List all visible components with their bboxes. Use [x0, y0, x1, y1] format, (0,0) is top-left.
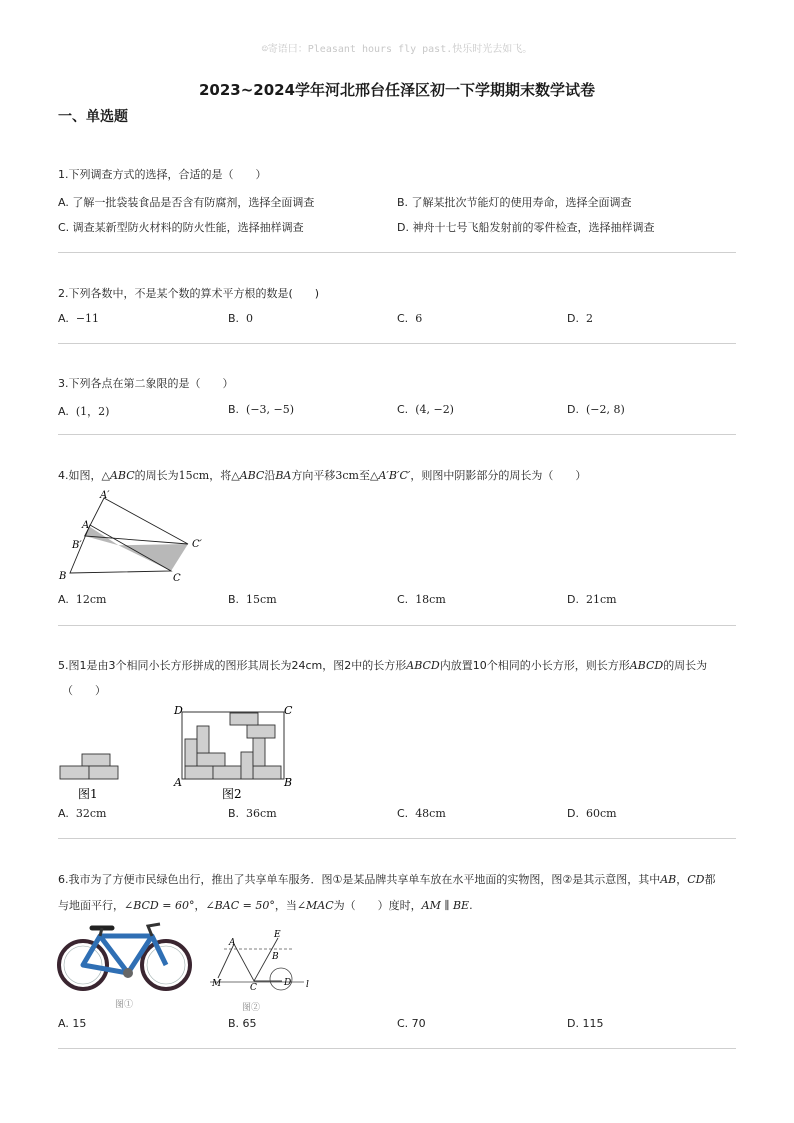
question-4-option-b[interactable] — [228, 593, 277, 606]
question-6-option-d[interactable]: D. 115 — [567, 1017, 604, 1030]
question-5-option-c[interactable] — [397, 807, 446, 820]
label-d: D — [174, 704, 183, 717]
question-5-figure — [56, 700, 306, 806]
divider — [58, 625, 736, 626]
option-value: −11 — [75, 312, 100, 325]
option-value: 32cm — [75, 807, 107, 820]
option-letter: B. — [228, 312, 240, 325]
option-value: (4, −2) — [415, 403, 454, 416]
label-a: A — [229, 938, 236, 948]
question-6-option-a[interactable]: A. 15 — [58, 1017, 87, 1030]
figure-1-caption: 图① — [115, 1000, 134, 1010]
bicycle-photo — [56, 918, 196, 1013]
question-3-stem: 3.下列各点在第二象限的是（ ） — [58, 377, 234, 390]
option-letter: A. — [58, 807, 69, 820]
question-2-option-d[interactable] — [567, 312, 593, 325]
question-1-option-a[interactable]: A. 了解一批袋装食品是否含有防腐剂，选择全面调查 — [58, 196, 315, 209]
option-value: (1，2) — [75, 405, 110, 418]
label-l: l — [306, 980, 309, 990]
question-5-stem-line2: （ ） — [62, 684, 106, 697]
option-letter: C. — [397, 403, 409, 416]
header-motto: ☺寄语曰：Pleasant hours fly past.快乐时光去如飞。 — [261, 44, 533, 55]
label-b: B — [284, 776, 293, 789]
option-value: (−3, −5) — [246, 403, 295, 416]
figure-2-caption: 图② — [242, 1003, 261, 1013]
question-6-stem-line2: 与地面平行，∠BCD = 60°，∠BAC = 50°，当∠MAC为（ ）度时，AM ∥ BE. — [58, 899, 473, 912]
option-letter: B. — [228, 593, 240, 606]
label-m: M — [212, 979, 222, 989]
question-4-option-d[interactable] — [567, 593, 617, 606]
question-2-option-b[interactable] — [228, 312, 253, 325]
option-letter: D. — [567, 807, 579, 820]
triangle-a-prime-b-prime-c-prime — [85, 498, 188, 544]
shaded-region-right — [118, 544, 188, 571]
question-5-option-a[interactable] — [58, 807, 106, 820]
option-value: 6 — [415, 312, 423, 325]
label-c: C — [173, 573, 181, 584]
option-letter: A. — [58, 405, 69, 418]
question-4-stem: 4.如图，△ABC的周长为15cm，将△ABC沿BA方向平移3cm至△A′B′C′，则图中阴影部分的周长为（ ） — [58, 469, 587, 482]
divider — [58, 838, 736, 839]
question-2-stem: 2.下列各数中，不是某个数的算术平方根的数是( ) — [58, 287, 320, 300]
option-letter: B. — [228, 403, 240, 416]
option-value: (−2, 8) — [585, 403, 625, 416]
divider — [58, 1048, 736, 1049]
frame-lines — [218, 938, 278, 981]
question-3-option-d[interactable] — [567, 403, 625, 416]
option-value: 12cm — [75, 593, 107, 606]
shaded-region-left — [85, 526, 119, 545]
question-6-option-b[interactable]: B. 65 — [228, 1017, 257, 1030]
figure-2-caption: 图2 — [222, 787, 242, 801]
option-value: 18cm — [415, 593, 446, 606]
question-1-option-d[interactable]: D. 神舟十七号飞船发射前的零件检查，选择抽样调查 — [397, 221, 655, 234]
option-letter: C. — [397, 807, 409, 820]
option-letter: A. — [58, 312, 69, 325]
label-e: E — [274, 930, 281, 940]
handlebar — [148, 924, 160, 936]
page-title: 2023~2024学年河北邢台任泽区初一下学期期末数学试卷 — [198, 81, 596, 99]
label-b: B — [272, 952, 279, 962]
figure-1-caption: 图1 — [78, 787, 98, 801]
option-value: 2 — [585, 312, 593, 325]
section-title: 一、单选题 — [58, 109, 128, 125]
label-b: B — [59, 571, 67, 582]
label-d: D — [284, 978, 292, 988]
question-5-option-d[interactable] — [567, 807, 617, 820]
divider — [58, 434, 736, 435]
divider — [58, 343, 736, 344]
option-letter: C. — [397, 312, 409, 325]
label-b-prime: B′ — [72, 540, 82, 551]
option-letter: C. — [397, 593, 409, 606]
label-c-prime: C′ — [192, 539, 202, 550]
question-4-option-c[interactable] — [397, 593, 446, 606]
question-3-option-a[interactable] — [58, 403, 109, 419]
question-1-option-b[interactable]: B. 了解某批次节能灯的使用寿命，选择全面调查 — [397, 196, 632, 209]
question-1-stem: 1.下列调查方式的选择，合适的是（ ） — [58, 168, 267, 181]
question-2-option-c[interactable] — [397, 312, 422, 325]
option-value: 21cm — [585, 593, 617, 606]
option-value: 15cm — [246, 593, 277, 606]
question-1-option-c[interactable]: C. 调查某新型防火材料的防火性能，选择抽样调查 — [58, 221, 304, 234]
option-letter: A. — [58, 593, 69, 606]
option-letter: D. — [567, 403, 579, 416]
question-4-option-a[interactable] — [58, 593, 106, 606]
question-5-option-b[interactable] — [228, 807, 277, 820]
option-letter: B. — [228, 807, 240, 820]
question-5-stem: 5.图1是由3个相同小长方形拼成的图形其周长为24cm，图2中的长方形ABCD内放置10个相同的小长方形，则长方形ABCD的周长为 — [58, 659, 708, 672]
question-6-stem-line1: 6.我市为了方便市民绿色出行，推出了共享单车服务．图①是某品牌共享单车放在水平地面的实物图，图②是其示意图，其中AB，CD都 — [58, 873, 716, 886]
option-letter: D. — [567, 312, 579, 325]
option-value: 36cm — [246, 807, 277, 820]
figure-1-rectangles — [60, 754, 118, 779]
question-6-option-c[interactable]: C. 70 — [397, 1017, 426, 1030]
question-2-option-a[interactable] — [58, 312, 99, 325]
option-value: 48cm — [415, 807, 446, 820]
question-3-option-c[interactable] — [397, 403, 454, 416]
option-value: 60cm — [585, 807, 617, 820]
label-a-prime: A′ — [100, 490, 110, 501]
pedal-crank — [123, 968, 133, 978]
question-3-option-b[interactable] — [228, 403, 294, 416]
option-value: 0 — [246, 312, 254, 325]
question-6-figure — [206, 926, 316, 1016]
label-c: C — [284, 704, 293, 717]
question-4-figure — [56, 488, 216, 588]
label-a: A — [174, 776, 182, 789]
label-a: A — [82, 520, 90, 531]
divider — [58, 252, 736, 253]
option-letter: D. — [567, 593, 579, 606]
label-c: C — [250, 983, 257, 993]
